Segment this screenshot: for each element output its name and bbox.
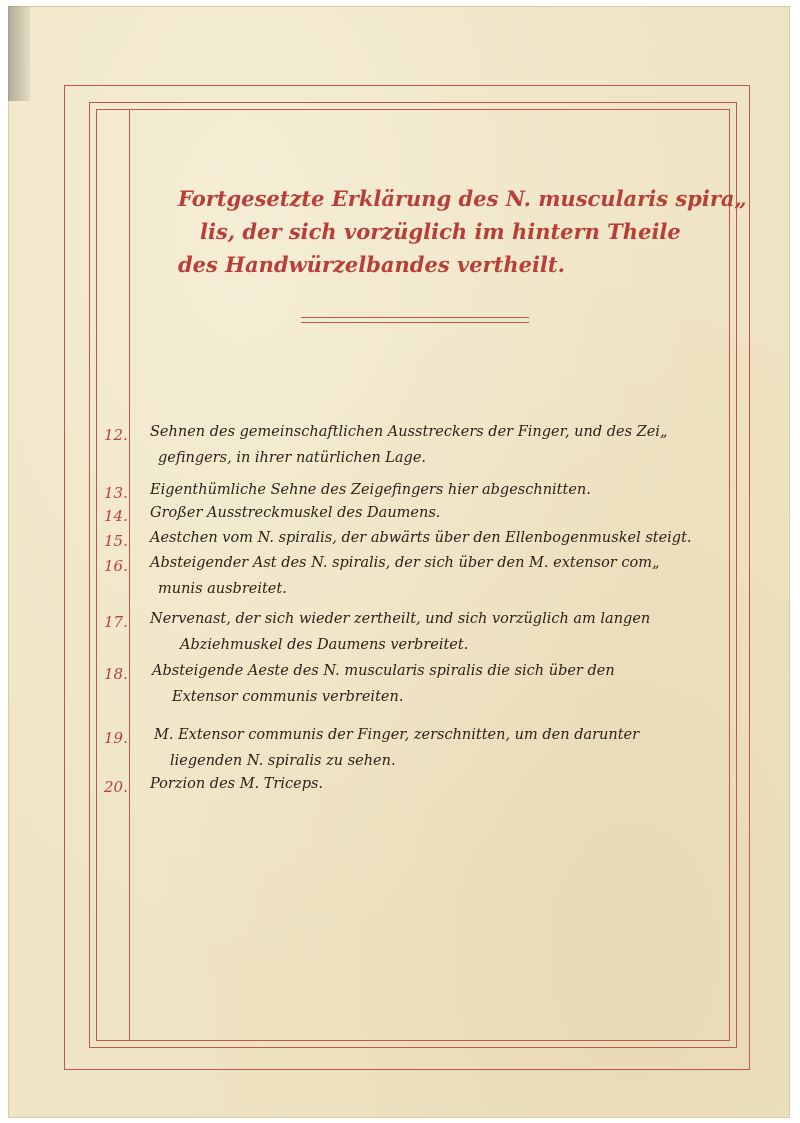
title-line: des Handwürzelbandes vertheilt.: [178, 252, 565, 277]
entry-text: munis ausbreitet.: [158, 581, 287, 597]
entry-text: liegenden N. spiralis zu sehen.: [170, 753, 396, 769]
manuscript-page: [8, 6, 790, 1118]
entry-text: Großer Ausstreckmuskel des Daumens.: [150, 505, 441, 521]
entry-number: 19.: [104, 729, 128, 747]
entry-text: Absteigender Ast des N. spiralis, der sich über den M. extensor com„: [150, 555, 660, 571]
entry-text: Abziehmuskel des Daumens verbreitet.: [180, 637, 469, 653]
entry-number: 20.: [104, 778, 128, 796]
entry-number: 17.: [104, 613, 128, 631]
entry-text: Eigenthümliche Sehne des Zeigefingers hier abgeschnitten.: [150, 482, 591, 498]
legend-list: [8, 6, 790, 1118]
title-line: Fortgesetzte Erklärung des N. muscularis spira„: [178, 186, 747, 211]
entry-number: 13.: [104, 484, 128, 502]
entry-number: 15.: [104, 532, 128, 550]
entry-number: 16.: [104, 557, 128, 575]
entry-text: M. Extensor communis der Finger, zerschnitten, um den darunter: [154, 727, 640, 743]
entry-text: Sehnen des gemeinschaftlichen Ausstreckers der Finger, und des Zei„: [150, 424, 668, 440]
title-line: lis, der sich vorzüglich im hintern Theile: [200, 219, 681, 244]
entry-text: Aestchen vom N. spiralis, der abwärts über den Ellenbogenmuskel steigt.: [150, 530, 692, 546]
entry-text: gefingers, in ihrer natürlichen Lage.: [158, 450, 427, 466]
entry-text: Porzion des M. Triceps.: [150, 776, 324, 792]
entry-text: Extensor communis verbreiten.: [172, 689, 404, 705]
entry-number: 12.: [104, 426, 128, 444]
entry-text: Nervenast, der sich wieder zertheilt, und sich vorzüglich am langen: [150, 611, 651, 627]
entry-number: 18.: [104, 665, 128, 683]
entry-text: Absteigende Aeste des N. muscularis spiralis die sich über den: [152, 663, 615, 679]
entry-number: 14.: [104, 507, 128, 525]
